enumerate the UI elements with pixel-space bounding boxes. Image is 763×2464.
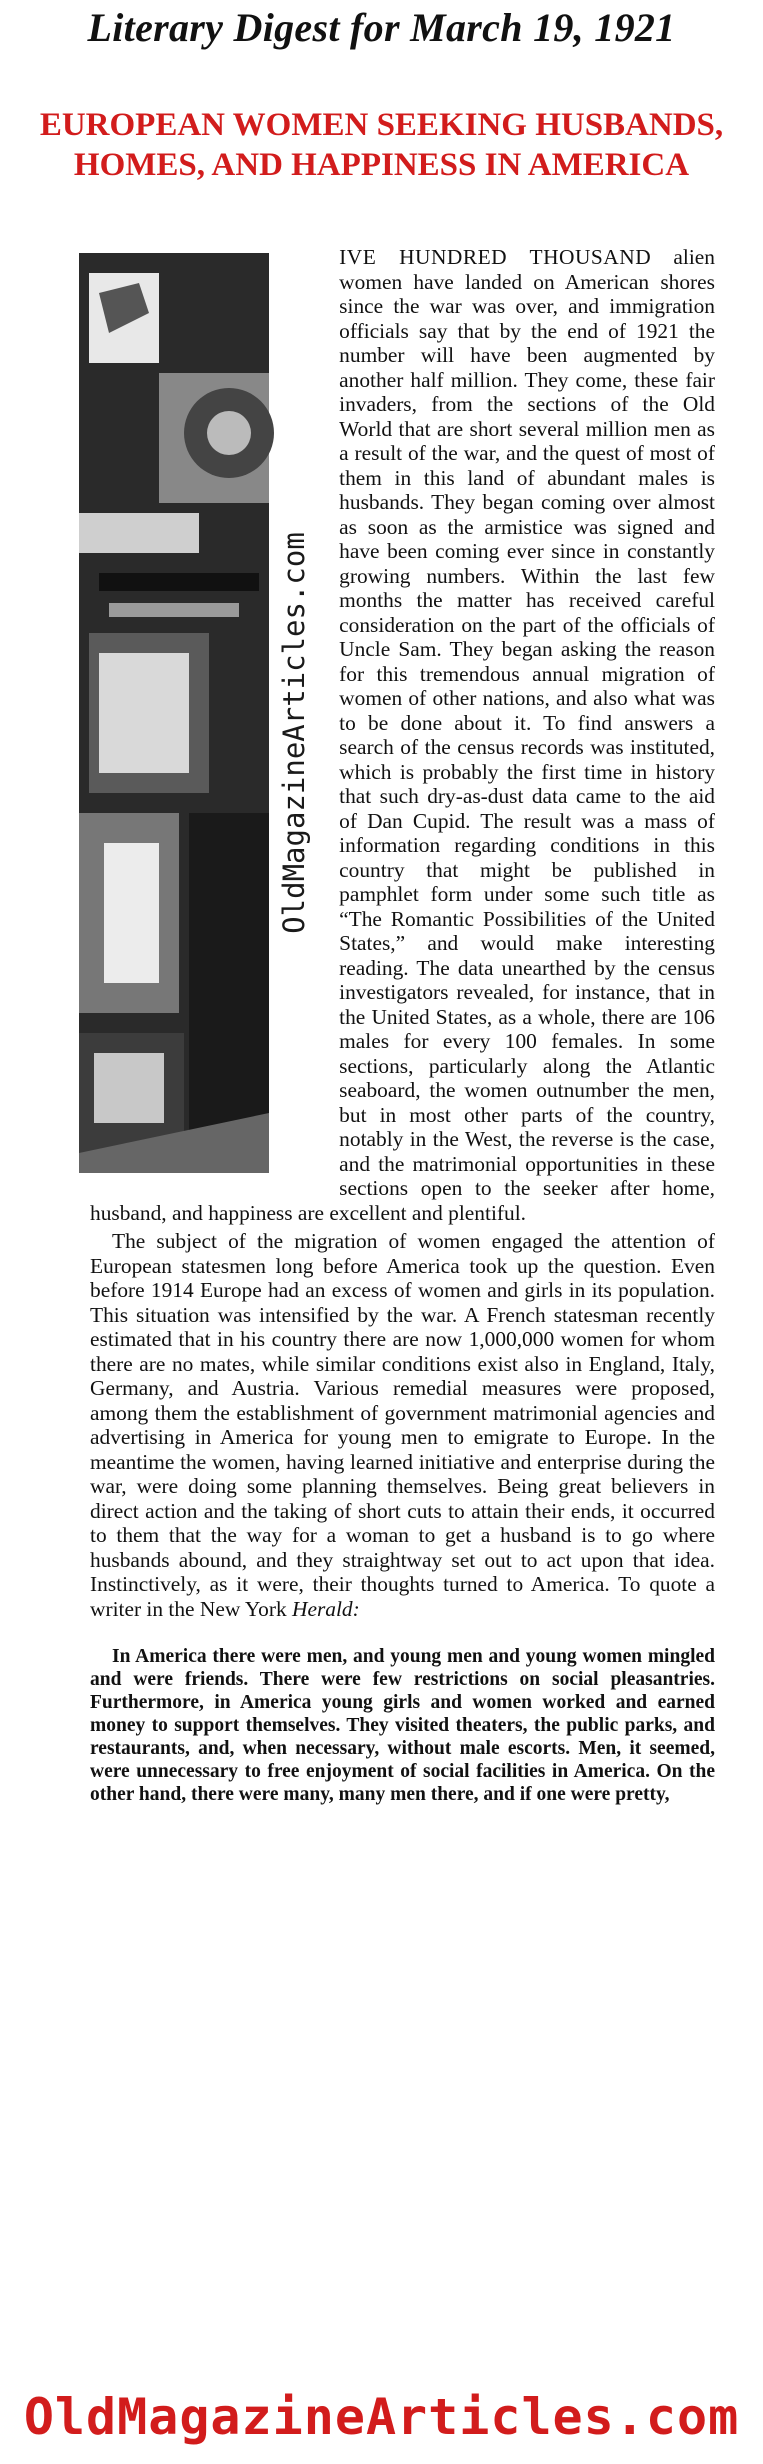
- article-body: [90, 245, 715, 1806]
- engraving-illustration: [79, 253, 319, 1173]
- masthead-title: Literary Digest for March 19, 1921: [87, 5, 676, 50]
- footer-watermark: OldMagazineArticles.com: [23, 2388, 740, 2446]
- side-watermark-text: OldMagazineArticles.com: [277, 532, 312, 934]
- article-headline: EUROPEAN WOMEN SEEKING HUSBANDS, HOMES, AND HAPPINESS IN AMERICA: [39, 107, 724, 183]
- side-watermark: [274, 313, 314, 1153]
- lead-caps: IVE HUNDRED THOUSAND: [339, 245, 652, 269]
- quoted-passage: In America there were men, and young men and young women mingled and were friends. There were few restrictions on social pleasantries. Furthermore, in America young girls and women worked and earned money to support themselves. They visited theaters, the public parks, and restaurants, and, when necessary, without male escorts. Men, it seemed, were unnecessary to free enjoyment of social facilities in America. On the other hand, there were many, many men there, and if one were pretty,: [90, 1646, 715, 1805]
- paragraph-2-source: Herald:: [292, 1596, 360, 1621]
- paragraph-1-text: alien women have landed on American shores since the war was over, and immigration officials say that by the end of 1921 the number will have been augmented by another half million. They come, these fair invaders, from the sections of the Old World that are short several million men as a result of the war, and the quest of most of them in this land of abundant males is husbands. They began coming over almost as soon as the armistice was signed and have been coming ever since in constantly growing numbers. Within the last few months the matter has received careful consideration on the part of the officials of Uncle Sam. They began asking the reason for this tremendous annual migration of women of other nations, and also what was to be done about it. To find answers a search of the census records was instituted, which is probably the first time in history that such dry-as-dust data came to the aid of Dan Cupid. The result was a mass of information regarding conditions in this country that might be published in pamphlet form under some such title as “The Romantic Possibilities of the United States,” and would make interesting reading. The data unearthed by the census investigators revealed, for instance, that in the United States, as a whole, there are 106 males for every 100 females. In some sections, particularly along the Atlantic seaboard, the women outnumber the men, but in most other parts of the country, notably in the West, the reverse is the case, and the matrimonial opportunities in these sections open to the seeker after home, husband, and happiness are excellent and plentiful.: [90, 245, 715, 1225]
- paragraph-1: [90, 245, 715, 1225]
- paragraph-2-text: The subject of the migration of women engaged the attention of European statesmen long before America took up the question. Even before 1914 Europe had an excess of women and girls in its population. This situation was intensified by the war. A French statesman recently estimated that in his country there are now 1,000,000 women for whom there are no mates, while similar conditions exist also in England, Italy, Germany, and Austria. Various remedial measures were proposed, among them the establishment of government matrimonial agencies and advertising in America for young men to emigrate to Europe. In the meantime the women, having learned initiative and enterprise during the war, were doing some planning themselves. Being great believers in direct action and the taking of short cuts to attain their ends, it occurred to them that the way for a woman to get a husband is to go where husbands abound, and they straightway set out to act upon that idea. Instinctively, as it were, their thoughts turned to America. To quote a writer in the New York: [90, 1229, 715, 1621]
- paragraph-2: [90, 1229, 715, 1621]
